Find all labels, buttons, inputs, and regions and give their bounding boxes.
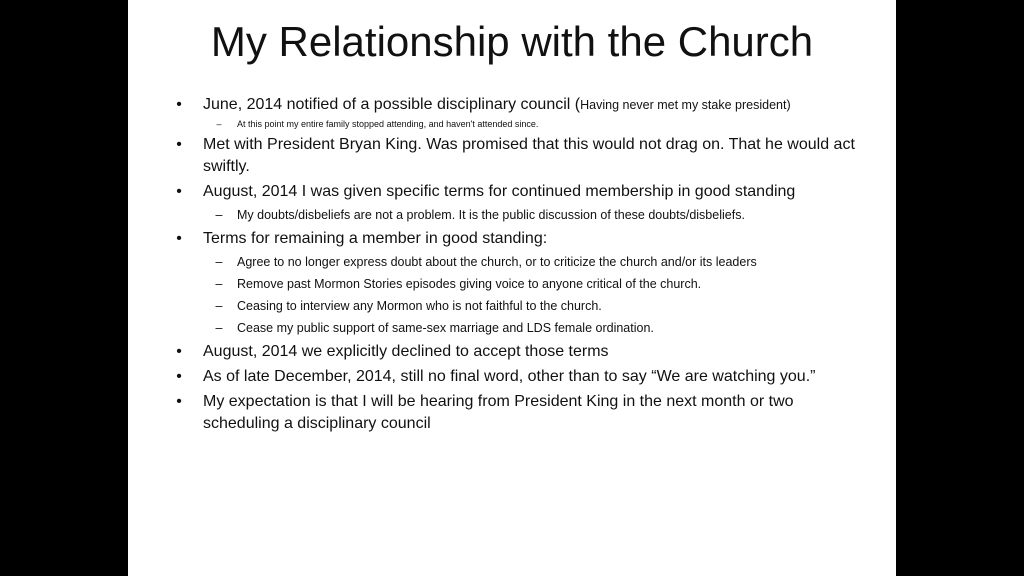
bullet-text: June, 2014 notified of a possible disciplinary council ( bbox=[203, 96, 581, 113]
bullet-text: August, 2014 I was given specific terms for continued membership in good standing bbox=[203, 183, 796, 200]
sub-text: Cease my public support of same-sex marriage and LDS female ordination. bbox=[237, 321, 654, 335]
dash-icon: – bbox=[216, 119, 222, 129]
sub-list bbox=[203, 205, 872, 225]
sub-item bbox=[203, 274, 872, 294]
dash-icon: – bbox=[215, 277, 223, 291]
bullet-item-june-notice bbox=[172, 94, 872, 131]
bullet-text: My expectation is that I will be hearing from President King in the next month or two scheduling a disciplinary council bbox=[203, 393, 794, 432]
sub-text: My doubts/disbeliefs are not a problem. It is the public discussion of these doubts/disbeliefs. bbox=[237, 208, 745, 222]
dash-icon: – bbox=[215, 321, 223, 335]
bullet-icon: • bbox=[176, 230, 182, 247]
sub-list bbox=[203, 252, 872, 338]
bullet-item-august-terms bbox=[172, 181, 872, 225]
bullet-icon: • bbox=[176, 183, 182, 200]
dash-icon: – bbox=[215, 255, 223, 269]
bullet-icon: • bbox=[176, 393, 182, 410]
sub-item bbox=[203, 318, 872, 338]
bullet-aside: Having never met my stake president) bbox=[580, 98, 791, 112]
bullet-item-declined bbox=[172, 341, 872, 363]
dash-icon: – bbox=[215, 299, 223, 313]
bullet-text: August, 2014 we explicitly declined to accept those terms bbox=[203, 343, 609, 360]
bullet-list bbox=[172, 94, 872, 438]
bullet-item-december bbox=[172, 366, 872, 388]
sub-text: Remove past Mormon Stories episodes giving voice to anyone critical of the church. bbox=[237, 277, 702, 291]
sub-list bbox=[203, 118, 872, 131]
bullet-icon: • bbox=[176, 136, 182, 153]
sub-text: At this point my entire family stopped attending, and haven't attended since. bbox=[237, 119, 539, 129]
sub-text: Ceasing to interview any Mormon who is not faithful to the church. bbox=[237, 299, 602, 313]
sub-item bbox=[203, 118, 872, 131]
bullet-text: As of late December, 2014, still no final word, other than to say “We are watching you.” bbox=[203, 368, 816, 385]
bullet-icon: • bbox=[176, 96, 182, 113]
bullet-item-meeting bbox=[172, 134, 872, 178]
sub-item bbox=[203, 205, 872, 225]
dash-icon: – bbox=[215, 208, 223, 222]
bullet-icon: • bbox=[176, 368, 182, 385]
bullet-item-terms-list bbox=[172, 228, 872, 338]
bullet-text: Terms for remaining a member in good standing: bbox=[203, 230, 548, 247]
bullet-item-expectation bbox=[172, 391, 872, 435]
sub-text: Agree to no longer express doubt about the church, or to criticize the church and/or its leaders bbox=[237, 255, 757, 269]
bullet-text: Met with President Bryan King. Was promised that this would not drag on. That he would act swiftly. bbox=[203, 136, 855, 175]
sub-item bbox=[203, 296, 872, 316]
slide-title: My Relationship with the Church bbox=[210, 18, 814, 65]
sub-item bbox=[203, 252, 872, 272]
bullet-icon: • bbox=[176, 343, 182, 360]
presentation-slide bbox=[128, 0, 896, 576]
